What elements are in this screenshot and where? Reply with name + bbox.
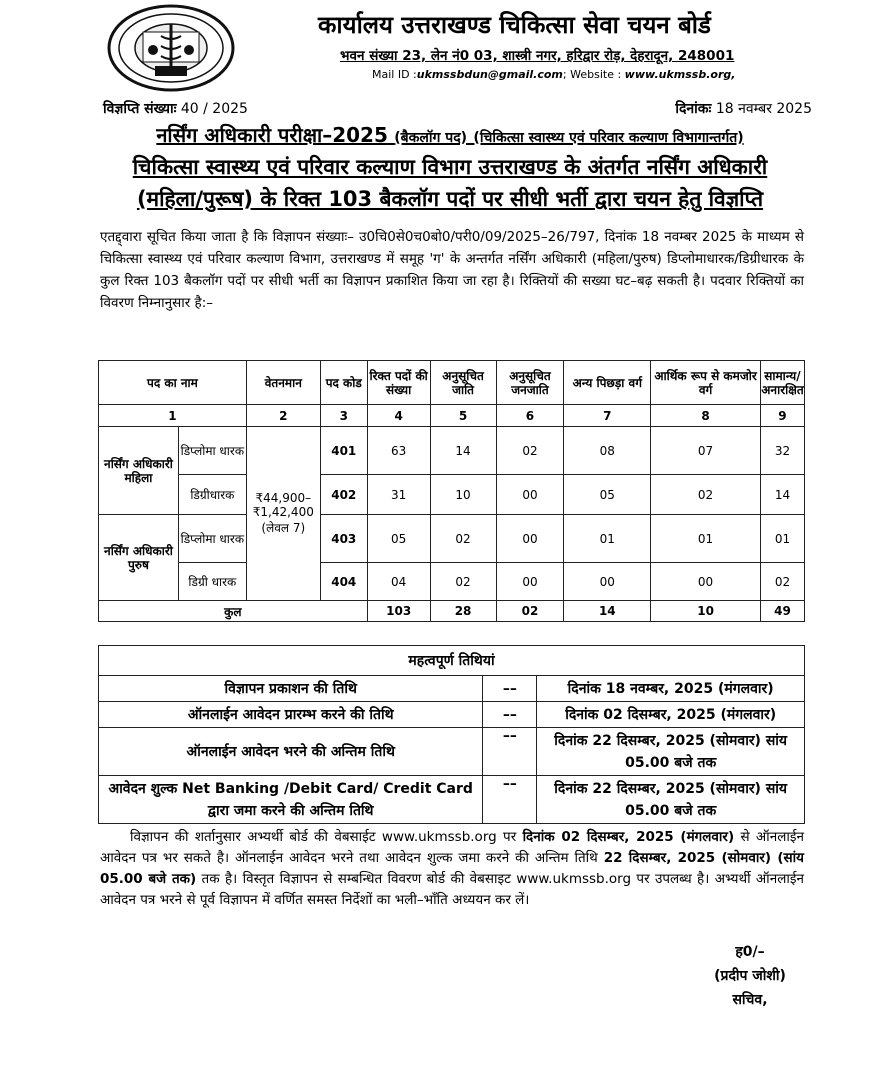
col-header-post: पद का नाम — [99, 361, 247, 405]
col-header-obc: अन्य पिछड़ा वर्ग — [564, 361, 651, 405]
website-label: ; Website : — [562, 68, 622, 81]
cell-ews: 07 — [651, 427, 761, 475]
dept-label: (चिकित्सा स्वास्थ्य एवं परिवार कल्याण विभागान्तर्गत) — [473, 130, 744, 146]
col-header-pay: वेतनमान — [246, 361, 320, 405]
col-header-ews: आर्थिक रूप से कमजोर वर्ग — [651, 361, 761, 405]
post-type: डिप्लोमा धारक — [178, 427, 246, 475]
cell-ews: 02 — [651, 475, 761, 515]
cell-obc: 05 — [564, 475, 651, 515]
cell-ews: 01 — [651, 515, 761, 563]
date-dash: –– — [483, 702, 537, 728]
important-dates-table — [98, 645, 805, 824]
board-seal-logo — [103, 2, 239, 92]
closing-text: विज्ञापन की शर्तानुसार अभ्यर्थी बोर्ड की वेबसाईट www.ukmssb.org पर — [130, 829, 523, 845]
cell-obc: 01 — [564, 515, 651, 563]
col-number: 5 — [430, 405, 496, 427]
col-header-st: अनुसूचित जनजाति — [496, 361, 564, 405]
table-row — [99, 475, 805, 515]
date-dash: –– — [483, 728, 537, 776]
column-number-row — [99, 405, 805, 427]
cell-st: 00 — [496, 515, 564, 563]
date-value: दिनांक 02 दिसम्बर, 2025 (मंगलवार) — [537, 702, 805, 728]
cell-gen: 02 — [760, 563, 804, 601]
total-gen: 49 — [760, 601, 804, 622]
cell-st: 00 — [496, 563, 564, 601]
website: www.ukmssb.org, — [624, 68, 736, 81]
group-female: नर्सिंग अधिकारी महिला — [99, 427, 179, 515]
table-row — [99, 427, 805, 475]
col-number: 8 — [651, 405, 761, 427]
notice-number-label: विज्ञप्ति संख्याः — [103, 101, 177, 117]
post-type: डिग्रीधारक — [178, 475, 246, 515]
total-obc: 14 — [564, 601, 651, 622]
table-row — [99, 563, 805, 601]
org-name: कार्यालय उत्तराखण्ड चिकित्सा सेवा चयन बोर्ड — [318, 11, 711, 39]
col-number: 2 — [246, 405, 320, 427]
signatory-name: (प्रदीप जोशी) — [714, 968, 786, 984]
date-dash: –– — [483, 676, 537, 702]
total-ews: 10 — [651, 601, 761, 622]
col-number: 3 — [320, 405, 367, 427]
col-number: 9 — [760, 405, 804, 427]
cell-sc: 02 — [430, 515, 496, 563]
date-dash: –– — [483, 776, 537, 824]
cell-sc: 02 — [430, 563, 496, 601]
post-code: 401 — [320, 427, 367, 475]
notice-number-value: 40 / 2025 — [180, 101, 248, 117]
pay-scale: ₹44,900–₹1,42,400 (लेवल 7) — [246, 427, 320, 601]
subtitle-line-2: (महिला/पुरूष) के रिक्त 103 बैकलॉग पदों पर सीधी भर्ती द्वारा चयन हेतु विज्ञप्ति — [136, 187, 764, 211]
date-event: आवेदन शुल्क Net Banking /Debit Card/ Credit Card द्वारा जमा करने की अन्तिम तिथि — [99, 776, 483, 824]
signature-block — [700, 940, 800, 1012]
cell-obc: 00 — [564, 563, 651, 601]
total-label: कुल — [99, 601, 368, 622]
mail-label: Mail ID : — [372, 68, 417, 81]
closing-bold-deadline: 22 दिसम्बर, 2025 (सोमवार) (सांय 05.00 बजे तक) — [100, 850, 804, 887]
cell-gen: 32 — [760, 427, 804, 475]
intro-paragraph: एतद्द्वारा सूचित किया जाता है कि विज्ञापन संख्याः– उ0चि0से0च0बो0/परी0/09/2025–26/797, दिनांक 18 नवम्बर 2025 के माध्यम से चिकित्सा स्वास्थ्य एवं परिवार कल्याण विभाग, उत्तराखण्ड में समूह 'ग' के अन्तर्गत नर्सिंग अधिकारी (महिला/पुरुष) डिप्लोमाधारक/डिग्रीधारक के कुल रिक्त 103 बैकलॉग पदों पर सीधी भर्ती का विज्ञापन प्रकाशित किया जा रहा है। रिक्तियों की सख्या घट–बढ़ सकती है। पदवार रिक्तियों का विवरण निम्नानुसार है:– — [100, 229, 804, 311]
notice-subtitle — [100, 151, 800, 215]
cell-total: 31 — [367, 475, 430, 515]
dates-title-row — [99, 646, 805, 676]
table-row — [99, 776, 805, 824]
cell-total: 05 — [367, 515, 430, 563]
cell-gen: 14 — [760, 475, 804, 515]
date-value: दिनांक 22 दिसम्बर, 2025 (सोमवार) सांय 05.00 बजे तक — [537, 728, 805, 776]
cell-st: 02 — [496, 427, 564, 475]
col-header-code: पद कोड — [320, 361, 367, 405]
total-sc: 28 — [430, 601, 496, 622]
vacancy-table — [98, 360, 805, 622]
closing-text: से ऑनलाईन आवेदन पत्र भर सकते है। ऑनलाईन आवेदन भरने तथा आवेदन शुल्क जमा करने की अन्तिम तिथि — [100, 829, 804, 866]
table-row — [99, 702, 805, 728]
cell-gen: 01 — [760, 515, 804, 563]
total-total: 103 — [367, 601, 430, 622]
closing-text: तक है। विस्तृत विज्ञापन से सम्बन्धित विवरण बोर्ड की वेबसाइट www.ukmssb.org पर उपलब्ध है। अभ्यर्थी ऑनलाईन आवेदन पत्र भरने से पूर्व विज्ञापन में वर्णित समस्त निर्देशों का भली–भाँति अध्ययन कर लें। — [100, 871, 805, 908]
signature-sd: ह0/– — [735, 944, 765, 960]
total-st: 02 — [496, 601, 564, 622]
col-header-total: रिक्त पदों की संख्या — [367, 361, 430, 405]
col-number: 1 — [99, 405, 247, 427]
notice-date-label: दिनांकः — [675, 101, 712, 117]
col-header-sc: अनुसूचित जाति — [430, 361, 496, 405]
group-male: नर्सिंग अधिकारी पुरुष — [99, 515, 179, 601]
vacancy-header-row — [99, 361, 805, 405]
cell-total: 04 — [367, 563, 430, 601]
col-number: 6 — [496, 405, 564, 427]
signatory-designation: सचिव, — [732, 992, 768, 1008]
col-number: 7 — [564, 405, 651, 427]
closing-paragraph — [100, 827, 804, 911]
mail-id: ukmssbdun@gmail.com — [416, 68, 563, 81]
col-header-gen: सामान्य/ अनारक्षित — [760, 361, 804, 405]
cell-st: 00 — [496, 475, 564, 515]
date-event: विज्ञापन प्रकाशन की तिथि — [99, 676, 483, 702]
dates-title: महत्वपूर्ण तिथियां — [99, 646, 805, 676]
notice-number — [103, 99, 248, 118]
table-row — [99, 515, 805, 563]
date-value: दिनांक 18 नवम्बर, 2025 (मंगलवार) — [537, 676, 805, 702]
date-event: ऑनलाईन आवेदन प्रारम्भ करने की तिथि — [99, 702, 483, 728]
table-row — [99, 676, 805, 702]
cell-obc: 08 — [564, 427, 651, 475]
col-number: 4 — [367, 405, 430, 427]
date-value: दिनांक 22 दिसम्बर, 2025 (सोमवार) सांय 05.00 बजे तक — [537, 776, 805, 824]
cell-total: 63 — [367, 427, 430, 475]
exam-title: नर्सिंग अधिकारी परीक्षा–2025 — [156, 123, 388, 147]
contact-line — [372, 68, 735, 81]
post-code: 402 — [320, 475, 367, 515]
post-code: 404 — [320, 563, 367, 601]
notice-date-value: 18 नवम्बर 2025 — [715, 101, 812, 117]
subtitle-line-1: चिकित्सा स्वास्थ्य एवं परिवार कल्याण विभाग उत्तराखण्ड के अंतर्गत नर्सिंग अधिकारी — [132, 155, 768, 179]
org-address: भवन संख्या 23, लेन नं0 03, शास्त्री नगर, हरिद्वार रोड़, देहरादून, 248001 — [340, 48, 735, 64]
closing-bold-date: दिनांक 02 दिसम्बर, 2025 (मंगलवार) — [522, 829, 735, 845]
cell-sc: 14 — [430, 427, 496, 475]
post-type: डिग्री धारक — [178, 563, 246, 601]
date-event: ऑनलाईन आवेदन भरने की अन्तिम तिथि — [99, 728, 483, 776]
notice-date — [675, 99, 812, 118]
cell-sc: 10 — [430, 475, 496, 515]
post-code: 403 — [320, 515, 367, 563]
backlog-label: (बैकलॉग पद) — [394, 130, 468, 146]
total-row — [99, 601, 805, 622]
table-row — [99, 728, 805, 776]
cell-ews: 00 — [651, 563, 761, 601]
notice-title — [100, 121, 800, 148]
post-type: डिप्लोमा धारक — [178, 515, 246, 563]
